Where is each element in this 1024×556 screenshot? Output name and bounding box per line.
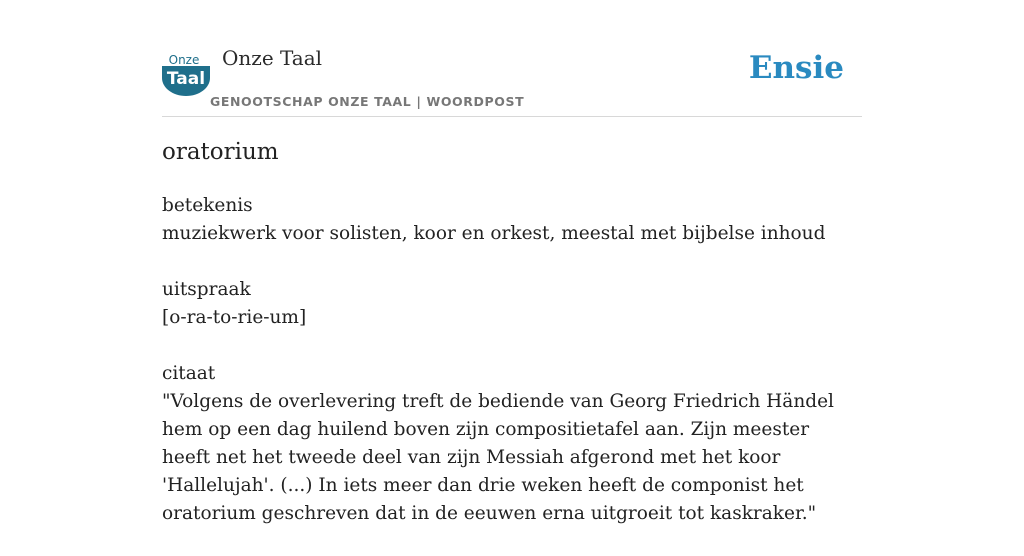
site-name[interactable]: Onze Taal (222, 46, 323, 70)
logo-text-bottom: Taal (166, 69, 206, 89)
logo-text-top: Onze (168, 53, 200, 67)
section-text: "Volgens de overlevering treft de bediende van Georg Friedrich Händel hem op een dag huilend boven zijn compositietafel aan. Zijn meester heeft net het tweede deel van zijn Messiah afgerond met het koor 'Hallelujah'. (...) In iets meer dan drie weken heeft de componist het oratorium geschreven dat in de eeuwen erna uitgroeit tot kaskraker." (162, 391, 834, 524)
entry-content (162, 192, 862, 556)
section-text: [o-ra-to-rie-um] (162, 307, 307, 328)
section-meaning (162, 192, 862, 248)
section-text: muziekwerk voor solisten, koor en orkest, meestal met bijbelse inhoud (162, 223, 826, 244)
section-label: betekenis (162, 195, 253, 216)
section-label: citaat (162, 363, 216, 384)
section-quote (162, 360, 862, 528)
section-pronunciation (162, 276, 862, 332)
entry-title: oratorium (162, 139, 279, 165)
section-label: uitspraak (162, 279, 251, 300)
site-subtitle[interactable]: GENOOTSCHAP ONZE TAAL | WOORDPOST (210, 94, 525, 109)
header (162, 44, 862, 117)
onze-taal-logo[interactable] (162, 52, 210, 96)
ensie-logo[interactable]: Ensie (748, 50, 844, 86)
